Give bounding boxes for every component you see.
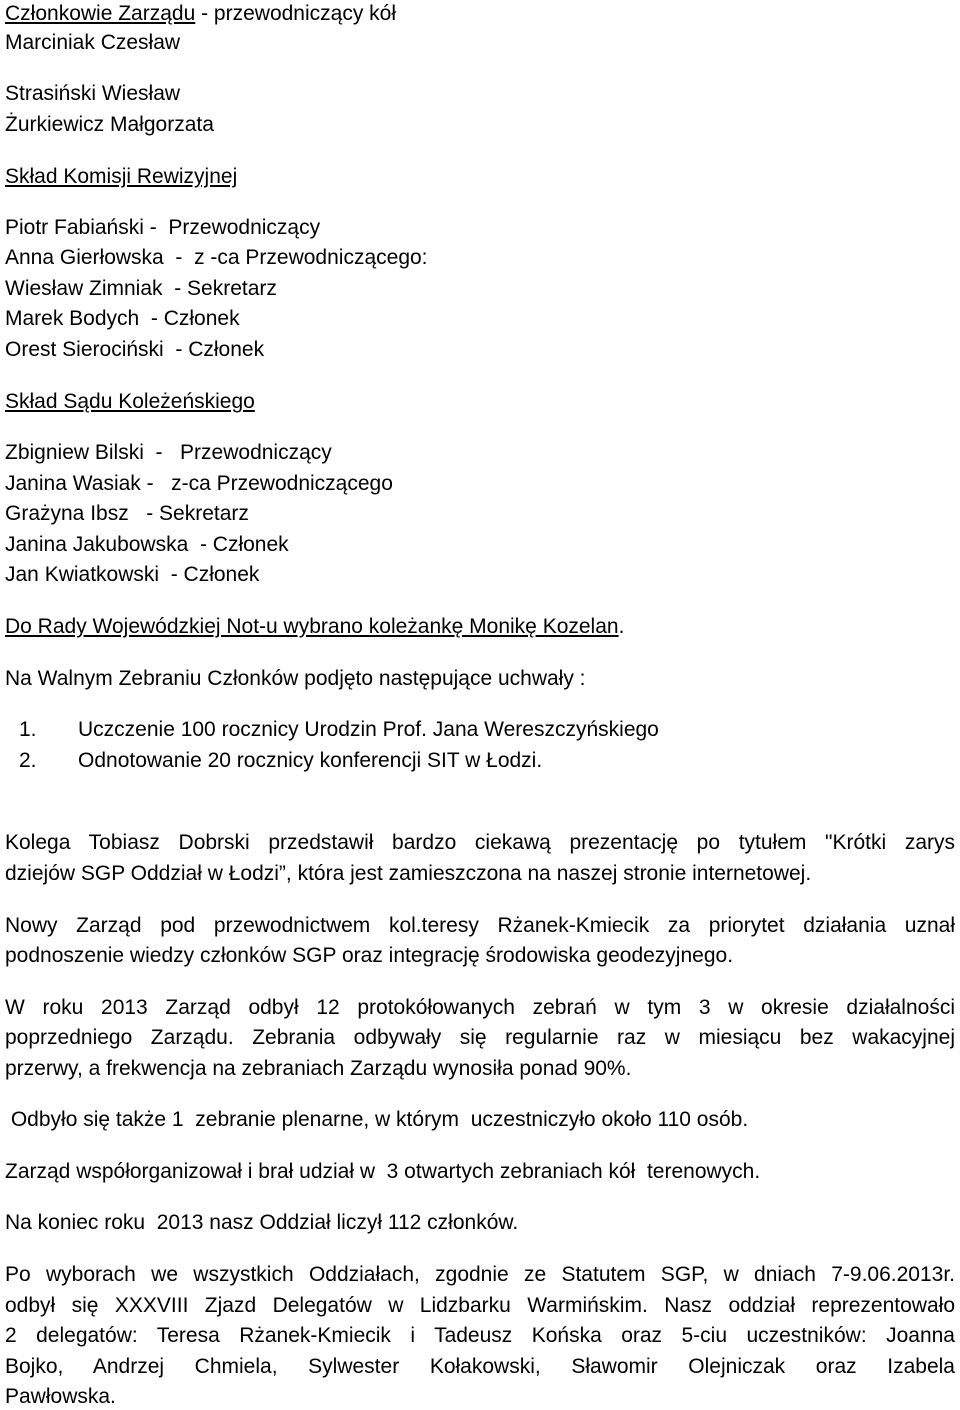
komisja-member: Anna Gierłowska - z -ca Przewodniczącego:	[5, 246, 428, 269]
zarzad-member: Żurkiewicz Małgorzata	[5, 113, 214, 136]
paragraph-2-line: podnoszenie wiedzy członków SGP oraz integrację środowiska geodezyjnego.	[5, 944, 734, 967]
paragraph-6: Na koniec roku 2013 nasz Oddział liczył 112 członków.	[5, 1211, 519, 1234]
list-item-number: 1.	[19, 718, 37, 741]
zarzad-heading: Członkowie Zarządu	[5, 2, 196, 25]
paragraph-3-line: W roku 2013 Zarząd odbył 12 protokółowanych zebrań w tym 3 w okresie działalności	[5, 996, 955, 1019]
rada-not-text: Do Rady Wojewódzkiej Not-u wybrano koleżankę Monikę Kozelan	[5, 615, 619, 638]
komisja-member: Wiesław Zimniak - Sekretarz	[5, 277, 277, 300]
sad-member: Zbigniew Bilski - Przewodniczący	[5, 441, 332, 464]
rada-not-line	[5, 614, 624, 640]
komisja-member: Marek Bodych - Członek	[5, 307, 240, 330]
paragraph-7-line: 2 delegatów: Teresa Rżanek-Kmiecik i Tadeusz Końska oraz 5-ciu uczestników: Joanna	[5, 1324, 955, 1347]
paragraph-1-line: Kolega Tobiasz Dobrski przedstawił bardzo ciekawą prezentację po tytułem "Krótki zarys	[5, 831, 955, 854]
zarzad-heading-suffix: - przewodniczący kół	[195, 2, 397, 25]
komisja-heading: Skład Komisji Rewizyjnej	[5, 165, 238, 188]
sad-member: Jan Kwiatkowski - Członek	[5, 563, 260, 586]
paragraph-5: Zarząd współorganizował i brał udział w 3 otwartych zebraniach kół terenowych.	[5, 1160, 761, 1183]
paragraph-3-line: poprzedniego Zarządu. Zebrania odbywały się regularnie raz w miesiącu bez wakacyjnej	[5, 1026, 955, 1049]
sad-member: Janina Jakubowska - Członek	[5, 533, 289, 556]
list-item-text: Uczczenie 100 rocznicy Urodzin Prof. Jana Wereszczyńskiego	[78, 718, 659, 741]
paragraph-2-line: Nowy Zarząd pod przewodnictwem kol.teresy Rżanek-Kmiecik za priorytet działania uznał	[5, 914, 955, 937]
paragraph-7-line: Po wyborach we wszystkich Oddziałach, zgodnie ze Statutem SGP, w dniach 7-9.06.2013r.	[5, 1263, 955, 1286]
komisja-member: Piotr Fabiański - Przewodniczący	[5, 216, 321, 239]
zarzad-member: Strasiński Wiesław	[5, 82, 181, 105]
uchwaly-intro: Na Walnym Zebraniu Członków podjęto następujące uchwały :	[5, 667, 586, 690]
list-item-number: 2.	[19, 749, 37, 772]
sad-heading: Skład Sądu Koleżeńskiego	[5, 390, 255, 413]
sad-member: Grażyna Ibsz - Sekretarz	[5, 502, 249, 525]
paragraph-1-line: dziejów SGP Oddział w Łodzi”, która jest zamieszczona na naszej stronie internetowej.	[5, 862, 812, 885]
zarzad-heading-line	[5, 1, 396, 27]
zarzad-member: Marciniak Czesław	[5, 31, 181, 54]
komisja-member: Orest Sierociński - Członek	[5, 338, 265, 361]
paragraph-3-line: przerwy, a frekwencja na zebraniach Zarządu wynosiła ponad 90%.	[5, 1057, 632, 1080]
list-item-text: Odnotowanie 20 rocznicy konferencji SIT w Łodzi.	[78, 749, 543, 772]
paragraph-4: Odbyło się także 1 zebranie plenarne, w którym uczestniczyło około 110 osób.	[5, 1108, 749, 1131]
sad-member: Janina Wasiak - z-ca Przewodniczącego	[5, 472, 393, 495]
paragraph-7-line: Pawłowska.	[5, 1385, 116, 1408]
paragraph-7-line: Bojko, Andrzej Chmiela, Sylwester Kołakowski, Sławomir Olejniczak oraz Izabela	[5, 1355, 955, 1378]
rada-not-suffix: .	[618, 615, 625, 638]
paragraph-7-line: odbył się XXXVIII Zjazd Delegatów w Lidzbarku Warmińskim. Nasz oddział reprezentowało	[5, 1294, 955, 1317]
